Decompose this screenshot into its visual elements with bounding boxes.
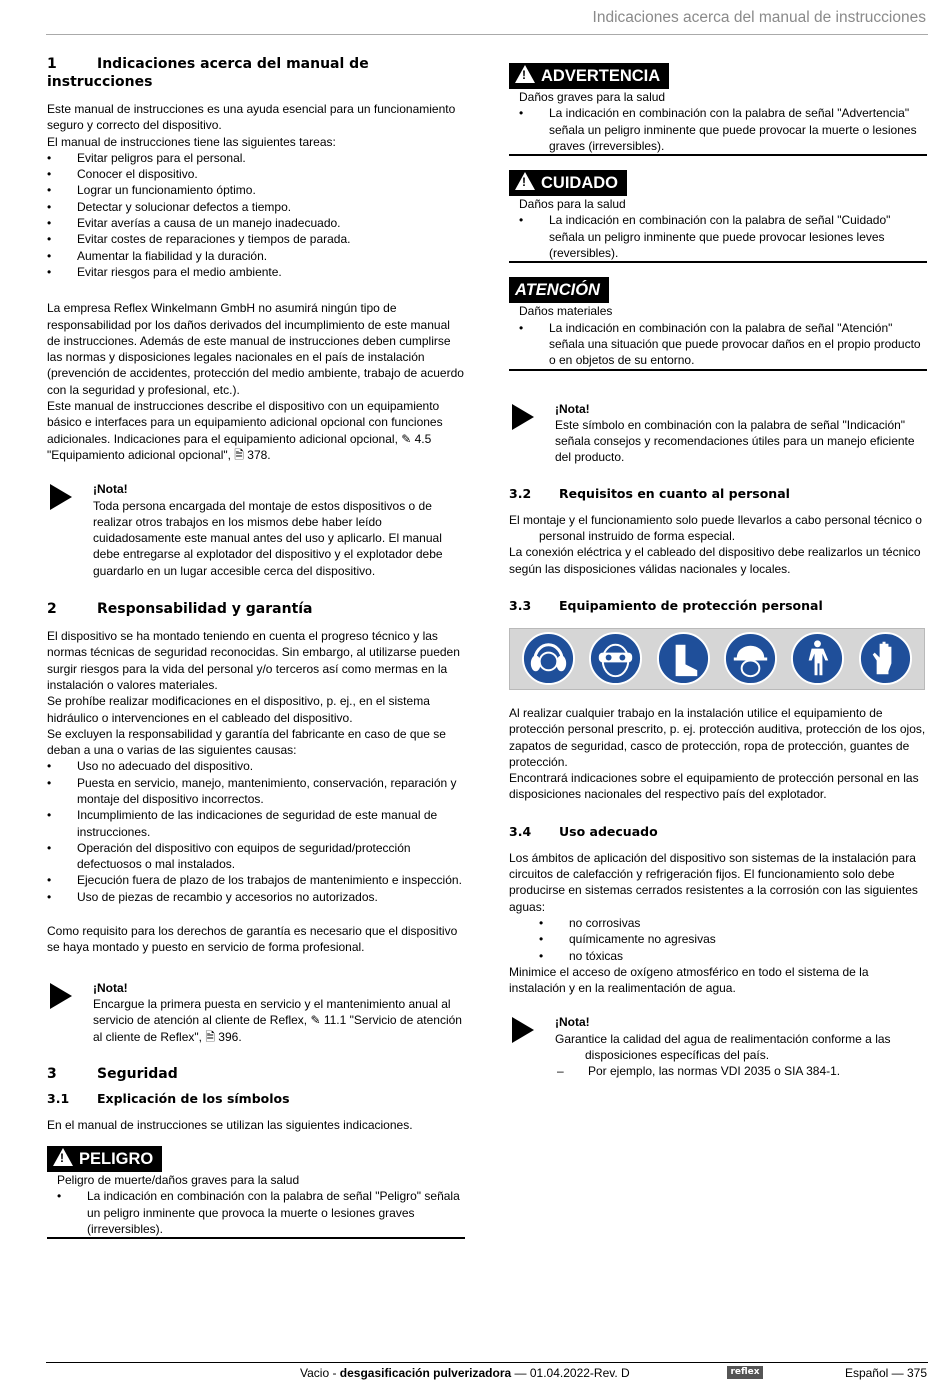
list-item: • La indicación en combinación con la palabra de señal "Cuidado" señala un peligro inminente que puede provocar lesiones leves (reversibles). <box>519 212 927 261</box>
s2-paragraph: Se prohíbe realizar modificaciones en el dispositivo, p. ej., en el sistema hidráulico o intervenciones en el cableado del dispositivo. <box>47 694 430 725</box>
signal-atencion <box>509 277 927 370</box>
section-title: Indicaciones acerca del manual de instrucciones <box>47 56 369 90</box>
list-item: • Evitar costes de reparaciones y tiempos de parada. <box>47 231 465 247</box>
dash-marker: – <box>557 1064 564 1079</box>
s31-paragraph: En el manual de instrucciones se utilizan las siguientes indicaciones. <box>47 1117 413 1132</box>
s34-paragraph: Los ámbitos de aplicación del dispositivo son sistemas de la instalación para circuitos de calefacción y refrigeración fijos. El funcionamiento solo debe producirse en sistemas cerrados resistentes a la corrosión con las siguientes aguas: <box>509 850 918 914</box>
s1-tasks-intro: El manual de instrucciones tiene las siguientes tareas: <box>47 134 336 149</box>
signal-word: CUIDADO <box>541 174 618 193</box>
section-3-heading <box>47 1065 465 1083</box>
protective-clothing-icon <box>790 631 845 686</box>
section-title: Seguridad <box>97 1065 178 1082</box>
hard-hat-icon <box>723 631 778 686</box>
signal-word-badge <box>509 277 609 303</box>
section-number: 3.3 <box>509 597 532 613</box>
s1-liability-paragraph: La empresa Reflex Winkelmann GmbH no asumirá ningún tipo de responsabilidad por los daños derivados del incumplimiento de este manual de instrucciones. Además de este manual de instrucciones deben cumplirse las normas y disposiciones legales nacionales en el país de instalación (prevención de accidentes, protección del medio ambiente, trabajo de acuerdo con la seguridad y profesional, etc.). <box>47 301 464 397</box>
section-title: Explicación de los símbolos <box>97 1090 290 1106</box>
example-text: Por ejemplo, las normas VDI 2035 o SIA 384-1. <box>588 1064 841 1079</box>
note-text: Este símbolo en combinación con la palabra de señal "Indicación" señala consejos y recomendaciones útiles para un manejo eficiente del producto. <box>555 417 915 465</box>
list-item: • Aumentar la fiabilidad y la duración. <box>47 248 465 264</box>
signal-subtitle: Daños graves para la salud <box>519 90 666 104</box>
signal-word: ADVERTENCIA <box>541 67 661 85</box>
section-number: 2 <box>47 601 57 618</box>
list-item: • La indicación en combinación con la palabra de señal "Atención" señala una situación que puede provocar daños en el propio producto o en objetos de su entorno. <box>519 320 927 369</box>
note-block <box>509 1014 927 1079</box>
section-title: Equipamiento de protección personal <box>559 597 823 613</box>
s32-paragraph: La conexión eléctrica y el cableado del dispositivo debe realizarlos un técnico según las disposiciones válidas nacionales y locales. <box>509 545 921 576</box>
section-1-heading <box>47 55 465 91</box>
section-3-4-heading <box>509 823 927 840</box>
reflex-logo: reflex <box>727 1366 763 1379</box>
list-item: • Evitar peligros para el personal. <box>47 150 465 166</box>
safety-boots-icon <box>656 631 711 686</box>
note-block <box>47 481 465 579</box>
signal-subtitle: Daños para la salud <box>519 197 626 212</box>
s33-paragraph: Encontrará indicaciones sobre el equipamiento de protección personal en las disposiciones nacionales del respectivo país del explotador. <box>509 771 919 802</box>
footer-rule <box>46 1362 928 1363</box>
list-item: • Incumplimiento de las indicaciones de seguridad de este manual de instrucciones. <box>47 807 465 840</box>
list-item: • Conocer el dispositivo. <box>47 166 465 182</box>
s2-paragraph: Se excluyen la responsabilidad y garantía del fabricante en caso de que se deban a una o varias de las siguientes causas: <box>47 726 446 758</box>
list-item: • Uso no adecuado del dispositivo. <box>47 758 465 774</box>
note-block <box>509 401 927 466</box>
signal-subtitle: Peligro de muerte/daños graves para la salud <box>57 1173 300 1188</box>
ear-protection-icon <box>521 631 576 686</box>
signal-peligro <box>47 1146 465 1239</box>
list-item: • Ejecución fuera de plazo de los trabajos de mantenimiento e inspección. <box>47 872 465 888</box>
note-text: Toda persona encargada del montaje de estos dispositivos o de realizar otros trabajos en los mismos debe haber leído cuidadosamente este manual antes del uso y aplicarlo. El manual debe entregarse al explotador del dispositivo y el explotador debe guardarlo en un lugar accesible cerca del dispositivo. <box>93 498 443 578</box>
section-title: Requisitos en cuanto al personal <box>559 485 790 501</box>
signal-word: ATENCIÓN <box>515 281 600 300</box>
list-item: • no tóxicas <box>539 948 927 964</box>
ppe-icon-strip <box>509 628 925 690</box>
safety-goggles-icon <box>588 631 643 686</box>
right-column <box>509 55 927 1080</box>
warning-triangle-icon <box>53 1148 73 1166</box>
s1-task-list <box>47 150 465 280</box>
list-item: • no corrosivas <box>539 915 927 931</box>
list-item: • La indicación en combinación con la palabra de señal "Advertencia" señala un peligro inminente que puede provocar la muerte o lesiones graves (irreversibles). <box>519 105 927 154</box>
footer-document <box>300 1365 630 1381</box>
s32-paragraph: El montaje y el funcionamiento solo puede llevarlos a cabo personal técnico o personal instruido de forma especial. <box>509 512 922 544</box>
list-item: • La indicación en combinación con la palabra de señal "Peligro" señala un peligro inminente que provoca la muerte o lesiones graves (irreversibles). <box>57 1188 465 1237</box>
list-item: • Uso de piezas de recambio y accesorios no autorizados. <box>47 889 465 905</box>
section-number: 1 <box>47 56 57 72</box>
section-title: Uso adecuado <box>559 823 658 839</box>
header-rule <box>46 34 928 35</box>
list-item: • Puesta en servicio, manejo, mantenimiento, conservación, reparación y montaje del dispositivo incorrectos. <box>47 775 465 808</box>
note-block <box>47 980 465 1045</box>
section-3-3-heading <box>509 597 927 614</box>
s1-intro: Este manual de instrucciones es una ayuda esencial para un funcionamiento seguro y correcto del dispositivo. <box>47 102 456 133</box>
footer-doc-prefix: Vacio - <box>300 1366 340 1380</box>
note-title: ¡Nota! <box>555 1015 590 1030</box>
signal-word-badge <box>509 170 627 196</box>
note-arrow-icon <box>50 484 72 510</box>
section-2-heading <box>47 600 465 618</box>
signal-word-badge <box>509 63 669 89</box>
s34-paragraph: Minimice el acceso de oxígeno atmosférico en todo el sistema de la instalación y en la realimentación de agua. <box>509 964 869 996</box>
note-arrow-icon <box>50 983 72 1009</box>
list-item: • Lograr un funcionamiento óptimo. <box>47 182 465 198</box>
note-arrow-icon <box>512 404 534 430</box>
signal-subtitle: Daños materiales <box>519 304 613 319</box>
section-number: 3.2 <box>509 485 532 501</box>
signal-advertencia <box>509 63 927 156</box>
s2-cause-list <box>47 758 465 905</box>
page-number: Español — 375 <box>844 1366 927 1380</box>
section-number: 3.4 <box>509 823 532 839</box>
list-item: • Detectar y solucionar defectos a tiempo. <box>47 199 465 215</box>
list-item: • Evitar averías a causa de un manejo inadecuado. <box>47 215 465 231</box>
warning-triangle-icon <box>515 65 535 83</box>
note-text: Garantice la calidad del agua de realimentación conforme a las disposiciones específicas del país. <box>555 1031 891 1062</box>
section-3-2-heading <box>509 485 927 502</box>
running-head: Indicaciones acerca del manual de instrucciones <box>592 9 926 26</box>
section-number: 3.1 <box>47 1090 70 1106</box>
s33-paragraph: Al realizar cualquier trabajo en la instalación utilice el equipamiento de protección personal prescrito, p. ej. protección auditiva, protección de los ojos, zapatos de seguridad, casco de protección, ropa de protección, guantes de protección. <box>509 705 926 769</box>
note-text: Encargue la primera puesta en servicio y el mantenimiento anual al servicio de atención al cliente de Reflex, ✎ 11.1 "Servicio de atención al cliente de Reflex", 🗎 396. <box>93 996 462 1044</box>
left-column <box>47 55 465 1239</box>
s1-equipment-paragraph: Este manual de instrucciones describe el dispositivo con un equipamiento básico e interfaces para un equipamiento adicional opcional con funciones adicionales. Indicaciones para el equipamiento adicional opcional, ✎ 4.5 "Equipamiento adicional opcional", 🗎 378. <box>47 399 443 462</box>
list-item: • Operación del dispositivo con equipos de seguridad/protección defectuosos o mal instalados. <box>47 840 465 873</box>
note-title: ¡Nota! <box>93 482 128 497</box>
warning-triangle-icon <box>515 172 535 190</box>
note-title: ¡Nota! <box>555 401 590 416</box>
note-title: ¡Nota! <box>93 980 128 995</box>
s34-water-list <box>509 915 927 964</box>
section-number: 3 <box>47 1065 57 1082</box>
s2-paragraph: Como requisito para los derechos de garantía es necesario que el dispositivo se haya montado y puesto en servicio de forma profesional. <box>47 924 458 955</box>
signal-cuidado <box>509 170 927 263</box>
section-title: Responsabilidad y garantía <box>97 601 313 618</box>
footer-doc-revision: — 01.04.2022-Rev. D <box>511 1366 630 1380</box>
signal-word: PELIGRO <box>79 1150 154 1169</box>
note-example <box>555 1063 927 1079</box>
list-item: • Evitar riesgos para el medio ambiente. <box>47 264 465 280</box>
signal-word-badge <box>47 1146 162 1172</box>
safety-gloves-icon <box>858 631 913 686</box>
footer-doc-title: desgasificación pulverizadora <box>339 1366 512 1380</box>
s2-paragraph: El dispositivo se ha montado teniendo en cuenta el progreso técnico y las normas técnicas de seguridad reconocidas. Sin embargo, al utilizarse pueden surgir riesgos para la vida del personal y/o terceros así como mermas en la instalación o valores materiales. <box>47 629 460 692</box>
list-item: • químicamente no agresivas <box>539 931 927 947</box>
note-arrow-icon <box>512 1017 534 1043</box>
section-3-1-heading <box>47 1090 465 1107</box>
